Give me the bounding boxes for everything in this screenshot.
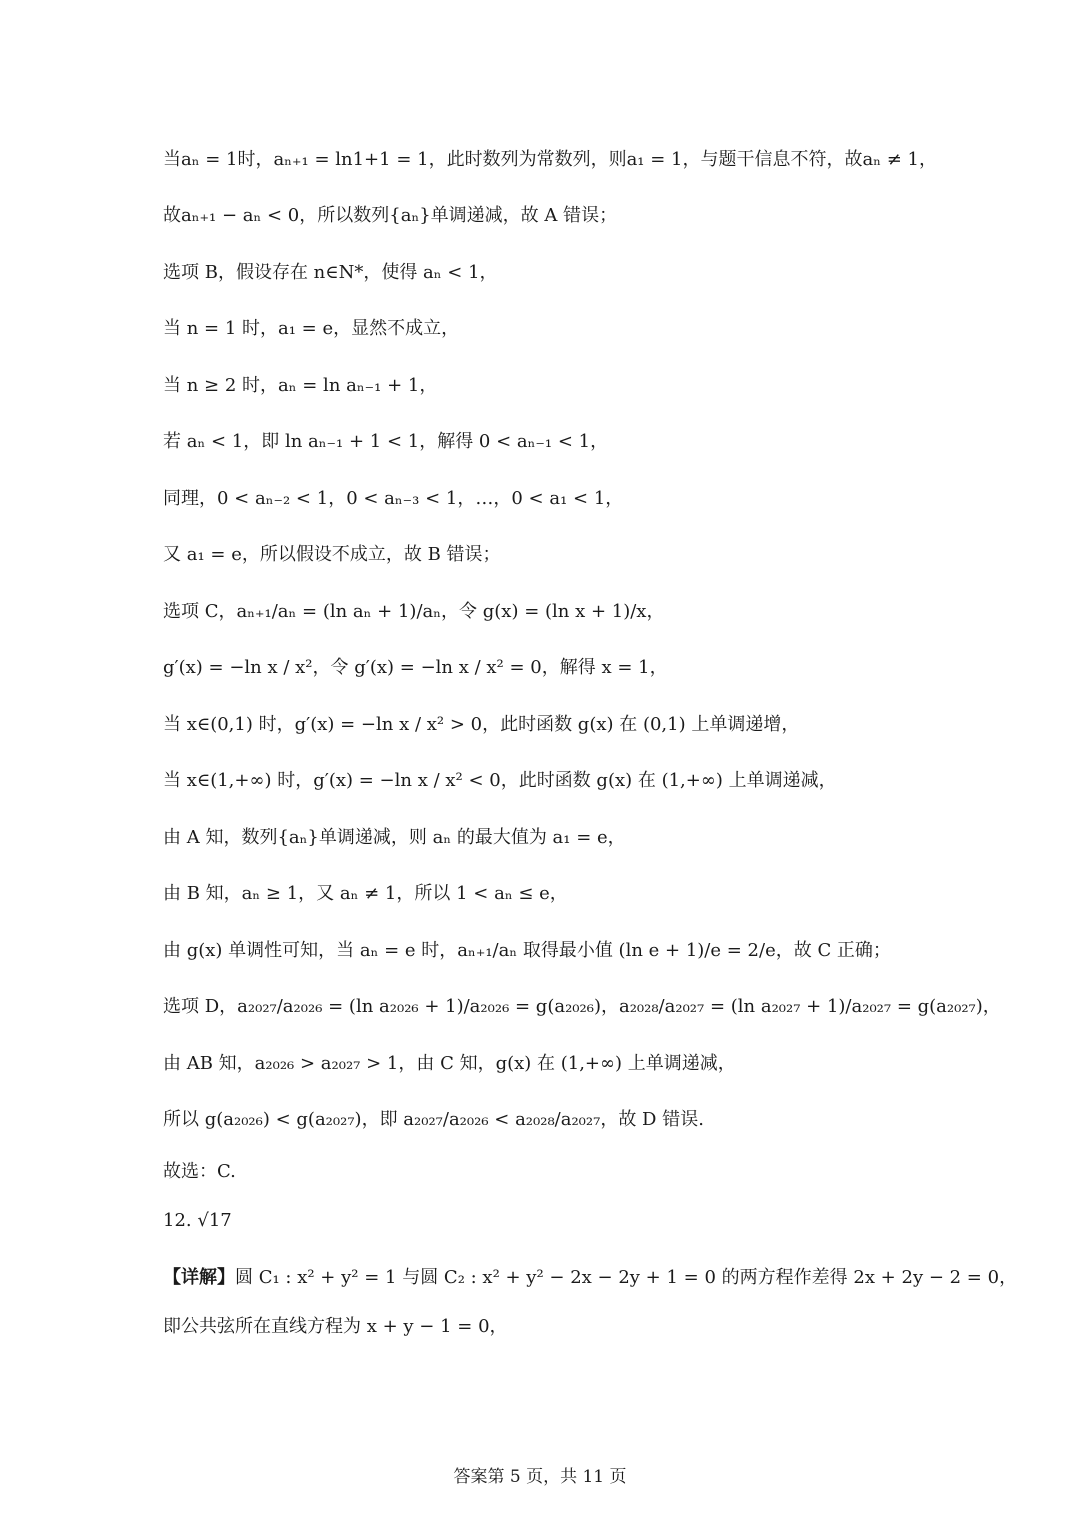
line-3: 选项 B，假设存在 n∈N*，使得 aₙ < 1， bbox=[163, 262, 498, 283]
line-21-text: 圆 C₁ : x² + y² = 1 与圆 C₂ : x² + y² − 2x − 2y + 1 = 0 的两方程作差得 2x + 2y − 2 = 0， bbox=[235, 1267, 1018, 1288]
line-15: 由 g(x) 单调性可知，当 aₙ = e 时，aₙ₊₁/aₙ 取得最小值 (ln e + 1)/e = 2/e，故 C 正确； bbox=[163, 940, 891, 961]
line-6: 若 aₙ < 1，即 ln aₙ₋₁ + 1 < 1，解得 0 < aₙ₋₁ < 1， bbox=[163, 431, 609, 452]
line-13: 由 A 知，数列{aₙ}单调递减，则 aₙ 的最大值为 a₁ = e， bbox=[163, 827, 626, 848]
answer-12: 12. √17 bbox=[163, 1210, 232, 1231]
line-11: 当 x∈(0,1) 时，g′(x) = −ln x / x² > 0，此时函数 g(x) 在 (0,1) 上单调递增， bbox=[163, 714, 800, 735]
line-19: 故选：C. bbox=[163, 1161, 236, 1182]
line-4: 当 n = 1 时，a₁ = e，显然不成立， bbox=[163, 318, 460, 339]
line-8: 又 a₁ = e，所以假设不成立，故 B 错误； bbox=[163, 544, 501, 565]
line-7: 同理，0 < aₙ₋₂ < 1，0 < aₙ₋₃ < 1，…，0 < a₁ < 1， bbox=[163, 488, 624, 509]
line-1: 当aₙ = 1时，aₙ₊₁ = ln1+1 = 1，此时数列为常数列，则a₁ = 1，与题干信息不符，故aₙ ≠ 1， bbox=[163, 149, 937, 170]
detail-label: 【详解】 bbox=[163, 1267, 235, 1288]
line-14: 由 B 知，aₙ ≥ 1，又 aₙ ≠ 1，所以 1 < aₙ ≤ e， bbox=[163, 883, 568, 904]
line-22: 即公共弦所在直线方程为 x + y − 1 = 0， bbox=[163, 1316, 508, 1337]
line-18: 所以 g(a₂₀₂₆) < g(a₂₀₂₇)，即 a₂₀₂₇/a₂₀₂₆ < a₂₀₂₈/a₂₀₂₇，故 D 错误. bbox=[163, 1109, 704, 1130]
line-5: 当 n ≥ 2 时，aₙ = ln aₙ₋₁ + 1， bbox=[163, 375, 438, 396]
line-9: 选项 C，aₙ₊₁/aₙ = (ln aₙ + 1)/aₙ，令 g(x) = (ln x + 1)/x， bbox=[163, 601, 665, 622]
line-10: g′(x) = −ln x / x²，令 g′(x) = −ln x / x² = 0，解得 x = 1， bbox=[163, 657, 668, 678]
page-footer: 答案第 5 页，共 11 页 bbox=[453, 1467, 627, 1487]
line-16: 选项 D，a₂₀₂₇/a₂₀₂₆ = (ln a₂₀₂₆ + 1)/a₂₀₂₆ = g(a₂₀₂₆)，a₂₀₂₈/a₂₀₂₇ = (ln a₂₀₂₇ + 1)/a₂₀₂₇ = g(a₂₀₂₇)， bbox=[163, 996, 1001, 1017]
line-12: 当 x∈(1,+∞) 时，g′(x) = −ln x / x² < 0，此时函数 g(x) 在 (1,+∞) 上单调递减， bbox=[163, 770, 837, 791]
line-21 bbox=[163, 1264, 1018, 1292]
line-17: 由 AB 知，a₂₀₂₆ > a₂₀₂₇ > 1，由 C 知，g(x) 在 (1,+∞) 上单调递减， bbox=[163, 1053, 736, 1074]
line-2: 故aₙ₊₁ − aₙ < 0，所以数列{aₙ}单调递减，故 A 错误； bbox=[163, 205, 618, 226]
